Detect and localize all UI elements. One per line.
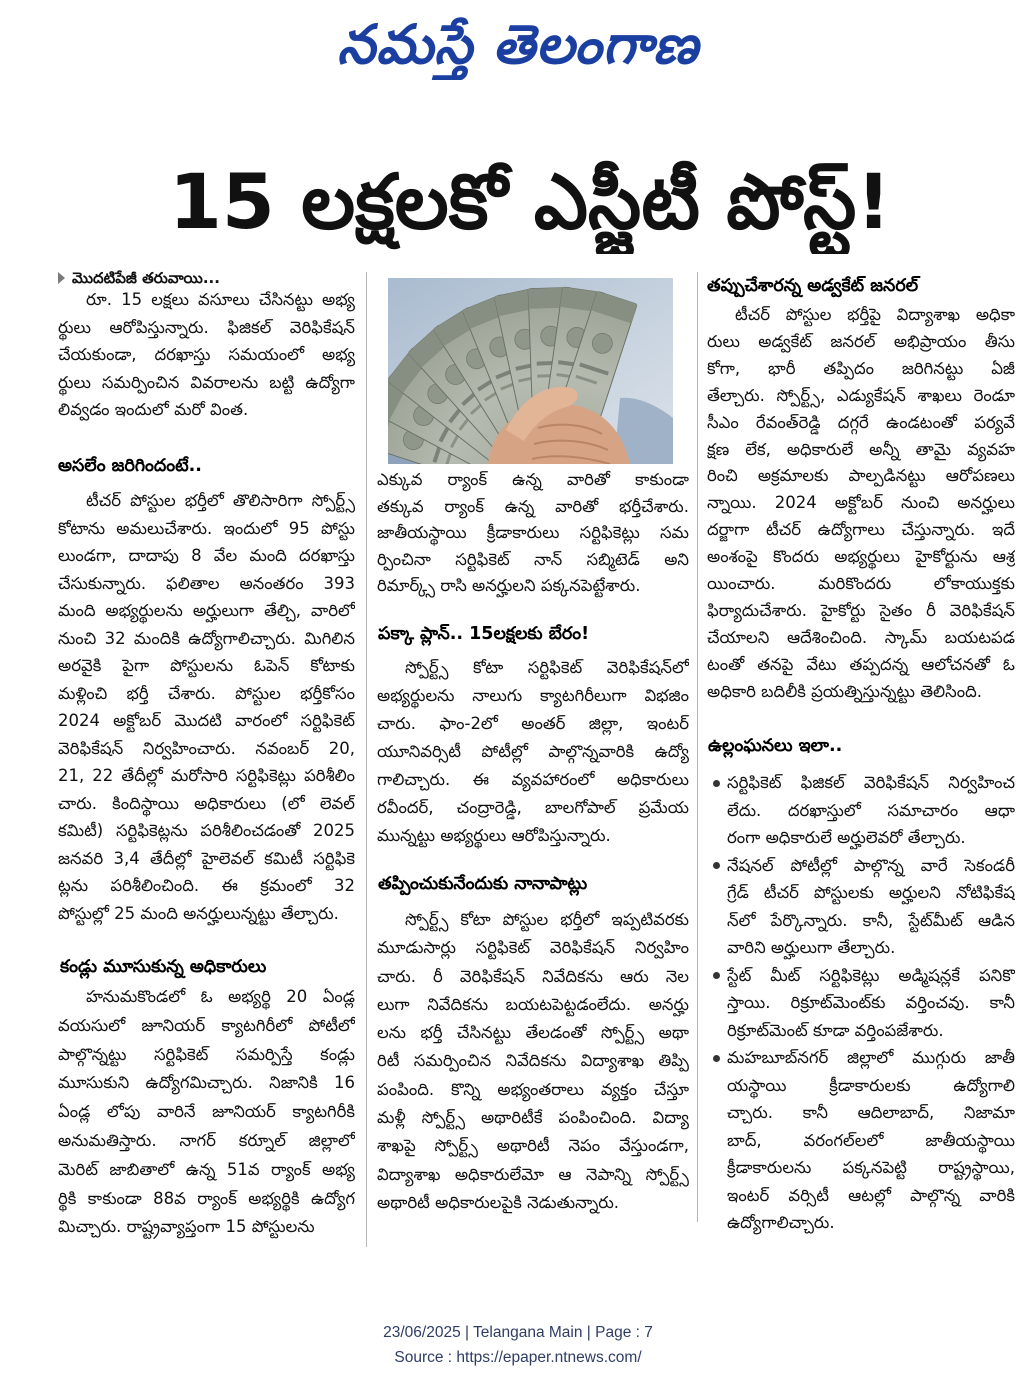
list-item-text — [727, 962, 1015, 1045]
text-line: రులు అడ్వకేట్ జనరల్ అభిప్రాయం తీసు — [707, 331, 1015, 351]
text-line: ర్థికి కాకుండా 88వ ర్యాంక్ అభ్యర్థికి ఉద్యోగ — [58, 1188, 355, 1208]
text-line: నుంచి 32 మందికి ఉద్యోగాలిచ్చారు. మిగిలిన — [58, 628, 355, 648]
text-line: రిమార్క్స్ రాసి అనర్హులని పక్కనపెట్టేశారు. — [377, 576, 641, 595]
text-line: మూడుసార్లు సర్టిఫికెట్ వెరిఫికేషన్ నిర్వహిం — [377, 938, 689, 958]
text-line: పాల్గొన్నట్టు సర్టిఫికెట్ సమర్పిస్తే కండ్లు — [58, 1044, 355, 1064]
text-line: క్రీడాకారులను పక్కనపెట్టి రాష్ట్రస్థాయి, — [727, 1158, 1015, 1177]
text-line: పోస్టుల్లో 25 మంది అనర్హులున్నట్టు తేల్చారు. — [58, 903, 339, 923]
text-line: అధికారి బదిలీకి ప్రయత్నిస్తున్నట్టు తెలిసింది. — [707, 681, 982, 701]
list-item-text — [727, 1044, 1015, 1237]
text-line: చ్చారు. కానీ ఆదిలాబాద్, నిజామా — [727, 1103, 1015, 1122]
paragraph — [707, 302, 1015, 706]
text-line: చేసుకున్నారు. ఫలితాల అనంతరం 393 — [58, 573, 355, 593]
text-line: చారు. కిందిస్థాయి అధికారులు (లో లెవల్ — [58, 793, 355, 813]
edition-info: 23/06/2025 | Telangana Main | Page : 7 — [383, 1324, 653, 1341]
text-line: చారు. ఫాం-2లో అంతర్ జిల్లా, ఇంటర్ — [377, 714, 689, 733]
text-line: శాఖపై స్పోర్ట్స్ అథారిటీ నెపం వేస్తుండగా, — [377, 1136, 689, 1156]
text-line: నేషనల్ పోటీల్లో పాల్గొన్న వారే సెకండరీ — [727, 855, 1015, 875]
text-line: ట్లను పరిశీలించింది. ఈ క్రమంలో 32 — [58, 876, 355, 895]
text-line: క్షణ లేక, అధికారులే అన్నీ తామై వ్యవహ — [707, 439, 1015, 459]
text-line: 2024 అక్టోబర్ మొదటి వారంలో సర్టిఫికెట్ — [58, 711, 355, 730]
text-line: అంశంపై కొందరు అభ్యర్థులు హైకోర్టును ఆశ్ర — [707, 547, 1015, 567]
text-line: మెరిట్ జాబితాలో ఉన్న 51వ ర్యాంక్ అభ్య — [58, 1159, 355, 1179]
text-line: జాతీయస్థాయి క్రీడాకారులు సర్టిఫికెట్లు సమ — [377, 523, 689, 542]
text-line: చేయకుండా, దరఖాస్తు సమయంలో అభ్య — [58, 345, 355, 364]
paragraph — [58, 286, 355, 424]
text-line: మంది అభ్యర్థులను అర్హులుగా తేల్చి, వారిలో — [58, 601, 355, 620]
text-line: పంపింది. కొన్ని అభ్యంతరాలు వ్యక్తం చేస్తూ — [377, 1079, 689, 1099]
text-line: బాద్, వరంగల్‌లలో జాతీయస్థాయి — [727, 1130, 1015, 1150]
text-line: మళ్లీ స్పోర్ట్స్ అథారిటీకే పంపించింది. విద్యా — [377, 1108, 689, 1128]
text-line: దర్జాగా టీచర్ ఉద్యోగాలు చేస్తున్నారు. ఇదే — [707, 520, 1015, 540]
currency-notes-illustration — [388, 278, 673, 464]
list-item — [727, 962, 1015, 1045]
text-line: లేదు. దరఖాస్తులో సమాచారం ఆధా — [727, 800, 1015, 820]
text-line: రిటీ సమర్పించిన నివేదికను విద్యాశాఖ తిప్పి — [377, 1051, 689, 1071]
text-line: స్పోర్ట్స్ కోటా పోస్టుల భర్తీలో ఇప్పటివరకు — [405, 910, 689, 929]
bullet-icon — [713, 1055, 720, 1062]
text-line: గ్రేడ్ టీచర్ పోస్టులకు అర్హులని నోటిఫికేష — [727, 883, 1015, 902]
text-line: తేల్చారు. స్పోర్ట్స్, ఎడ్యుకేషన్ శాఖలు రెండూ — [707, 385, 1015, 405]
text-line: స్పోర్ట్స్ కోటా సర్టిఫికెట్ వెరిఫికేషన్‌లో — [405, 658, 689, 677]
paragraph — [377, 467, 689, 600]
text-line: ఏండ్ల లోపు వారినే జూనియర్ క్యాటగిరీకి — [58, 1102, 355, 1122]
text-line: రంగా అధికారులే అర్హులెవరో తేల్చారు. — [727, 828, 966, 847]
text-line: సీఎం రేవంత్‌రెడ్డి దగ్గరే ఉండటంతో పర్యవే — [707, 412, 1015, 432]
text-line: యస్థాయి క్రీడాకారులకు ఉద్యోగాలి — [727, 1075, 1015, 1095]
text-line: లను భర్తీ చేసినట్టు తేలడంతో స్పోర్ట్స్ అథా — [377, 1023, 689, 1043]
list-item-text — [727, 769, 1015, 852]
text-line: లివ్వడం ఇందులో మరో వింత. — [58, 400, 249, 419]
text-line: రిక్రూట్‌మెంట్ కూడా వర్తింపజేశారు. — [727, 1020, 944, 1040]
text-line: స్టేట్ మీట్ సర్టిఫికెట్లు అడ్మిషన్లకే పనికొ — [727, 965, 1015, 985]
text-line: వెరిఫికేషన్ నిర్వహించారు. నవంబర్ 20, — [58, 738, 355, 758]
list-item — [727, 852, 1015, 962]
text-line: న్‌లో పేర్కొన్నారు. కానీ, స్టేట్‌మీట్ ఆడిన — [727, 910, 1015, 930]
subheading: ఉల్లంఘనలు ఇలా.. — [708, 736, 843, 756]
text-line: అరవైకి పైగా పోస్టులను ఓపెన్ కోటాకు — [58, 656, 355, 675]
text-line: చేయాలని ఆదేశించింది. స్కామ్ బయటపడ — [707, 627, 1015, 647]
source-line: Source : https://epaper.ntnews.com/ — [394, 1349, 642, 1366]
text-line: ఫిర్యాదుచేశారు. హైకోర్టు సైతం రీ వెరిఫికేషన్ — [707, 600, 1015, 620]
paragraph — [377, 906, 689, 1217]
text-line: ర్థులు సమర్పించిన వివరాలను బట్టి ఉద్యోగా — [58, 372, 355, 392]
paragraph — [58, 983, 355, 1242]
kicker-label: మొదటిపేజీ తరువాయి... — [72, 269, 220, 287]
paragraph — [377, 654, 689, 850]
currency-notes-photo — [388, 278, 673, 464]
text-line: మిచ్చారు. రాష్ట్రవ్యాప్తంగా 15 పోస్టులను — [58, 1217, 315, 1237]
text-line: చారు. రీ వెరిఫికేషన్ నివేదికను ఆరు నెల — [377, 966, 689, 986]
text-line: ర్పించినా సర్టిఫికెట్ నాన్ సబ్మిటెడ్ అని — [377, 549, 689, 569]
text-line: కోగా, భారీ తప్పిదం జరిగినట్టు ఏజీ — [707, 358, 1015, 378]
text-line: లుండగా, దాదాపు 8 వేల మంది దరఖాస్తు — [58, 546, 355, 565]
text-line: కోటాను అమలుచేశారు. ఇందులో 95 పోస్టు — [58, 518, 355, 538]
text-line: వయసులో జూనియర్ క్యాటగిరీలో పోటీలో — [58, 1015, 355, 1035]
list-item — [727, 769, 1015, 852]
text-line: న్నాయి. 2024 అక్టోబర్ నుంచి అనర్హులు — [707, 493, 1015, 513]
subheading: తప్పుచేశారన్న అడ్వకేట్ జనరల్ — [707, 276, 919, 296]
text-line: మున్నట్టు అభ్యర్థులు ఆరోపిస్తున్నారు. — [377, 826, 611, 845]
bullet-icon — [713, 862, 720, 869]
text-line: 21, 22 తేదీల్లో మరోసారి సర్టిఫికెట్లు పరిశీలిం — [58, 766, 355, 785]
text-line: వారిని అర్హులుగా తేల్చారు. — [727, 938, 896, 957]
arrow-right-icon — [58, 272, 65, 284]
text-line: ఎక్కువ ర్యాంక్ ఉన్న వారితో కాకుండా — [377, 470, 689, 489]
text-line: సర్టిఫికెట్ ఫిజికల్ వెరిఫికేషన్ నిర్వహించ — [727, 773, 1015, 792]
text-line: జనవరి 3,4 తేదీల్లో హైలెవల్ కమిటీ సర్టిఫికె — [58, 848, 355, 868]
subheading: తప్పించుకునేందుకు నానాపాట్లు — [378, 874, 588, 894]
text-line: ఇంటర్ వర్సిటీ ఆటల్లో పాల్గొన్న వారికి — [727, 1185, 1015, 1205]
paragraph — [58, 487, 355, 927]
text-line: అథారిటీ అధికారులపైకి నెడుతున్నారు. — [377, 1192, 620, 1212]
list-item — [727, 1044, 1015, 1237]
text-line: యూనివర్సిటీ పోటీల్లో పాల్గొన్నవారికి ఉద్యో — [377, 742, 689, 761]
subheading: పక్కా ప్లాన్.. 15లక్షలకు బేరం! — [378, 624, 590, 644]
text-line: టంతో తనపై వేటు తప్పదన్న ఆలోచనతో ఓ — [707, 654, 1015, 674]
text-line: ర్థులు ఆరోపిస్తున్నారు. ఫిజికల్ వెరిఫికేషన్ — [58, 317, 355, 337]
text-line: యించారు. మరికొందరు లోకాయుక్తకు — [707, 574, 1015, 594]
column-divider — [366, 272, 367, 1247]
text-line: అనుమతిస్తారు. నాగర్ కర్నూల్ జిల్లాలో — [58, 1130, 355, 1150]
text-line: కమిటీ) సర్టిఫికెట్లను పరిశీలించడంతో 2025 — [58, 821, 355, 840]
text-line: తక్కువ ర్యాంక్ ఉన్న వారితో భర్తీచేశారు. — [377, 496, 689, 516]
text-line: ఉద్యోగాలిచ్చారు. — [727, 1213, 835, 1232]
text-line: రించి అక్రమాలకు పాల్పడినట్టు ఆరోపణలు — [707, 466, 1015, 486]
text-line: స్తాయి. రిక్రూట్‌మెంట్‌కు వర్తించవు. కానీ — [727, 993, 1015, 1012]
text-line: మూసుకుని ఉద్యోగమిచ్చారు. నిజానికి 16 — [58, 1073, 355, 1093]
text-line: గాలిచ్చారు. ఈ వ్యవహారంలో అధికారులు — [377, 770, 689, 789]
column-divider — [697, 272, 698, 1222]
text-line: రూ. 15 లక్షలు వసూలు చేసినట్టు అభ్య — [86, 290, 355, 309]
text-line: టీచర్ పోస్టుల భర్తీలో తొలిసారిగా స్పోర్ట్స్ — [86, 491, 355, 510]
violations-list — [727, 769, 1015, 1237]
bullet-icon — [713, 972, 720, 979]
text-line: అభ్యర్థులను నాలుగు క్యాటగిరీలుగా విభజిం — [377, 686, 689, 705]
bullet-icon — [713, 780, 720, 787]
text-line: విద్యాశాఖ అధికారులేమో ఆ నెపాన్ని స్పోర్ట్స్ — [377, 1164, 689, 1184]
masthead-logo: నమస్తే తెలంగాణ — [337, 13, 699, 76]
headline: 15 లక్షలకో ఎస్జీటీ పోస్ట్! — [169, 157, 891, 246]
text-line: మహబూబ్‌నగర్ జిల్లాలో ముగ్గురు జాతీ — [727, 1048, 1015, 1067]
subheading: కండ్లు మూసుకున్న అధికారులు — [60, 957, 267, 977]
list-item-text — [727, 852, 1015, 962]
subheading: అసలేం జరిగిందంటే.. — [58, 456, 202, 476]
text-line: రవీందర్, చంద్రారెడ్డి, బాలగోపాల్ ప్రమేయ — [377, 798, 689, 817]
text-line: లుగా నివేదికను బయటపెట్టడంలేదు. అనర్హు — [377, 994, 689, 1014]
text-line: టీచర్ పోస్టుల భర్తీపై విద్యాశాఖ అధికా — [735, 305, 1015, 324]
text-line: మళ్లించి భర్తీ చేశారు. పోస్టుల భర్తీకోసం — [58, 683, 355, 703]
text-line: హనుమకొండలో ఓ అభ్యర్థి 20 ఏండ్ల — [86, 987, 355, 1006]
